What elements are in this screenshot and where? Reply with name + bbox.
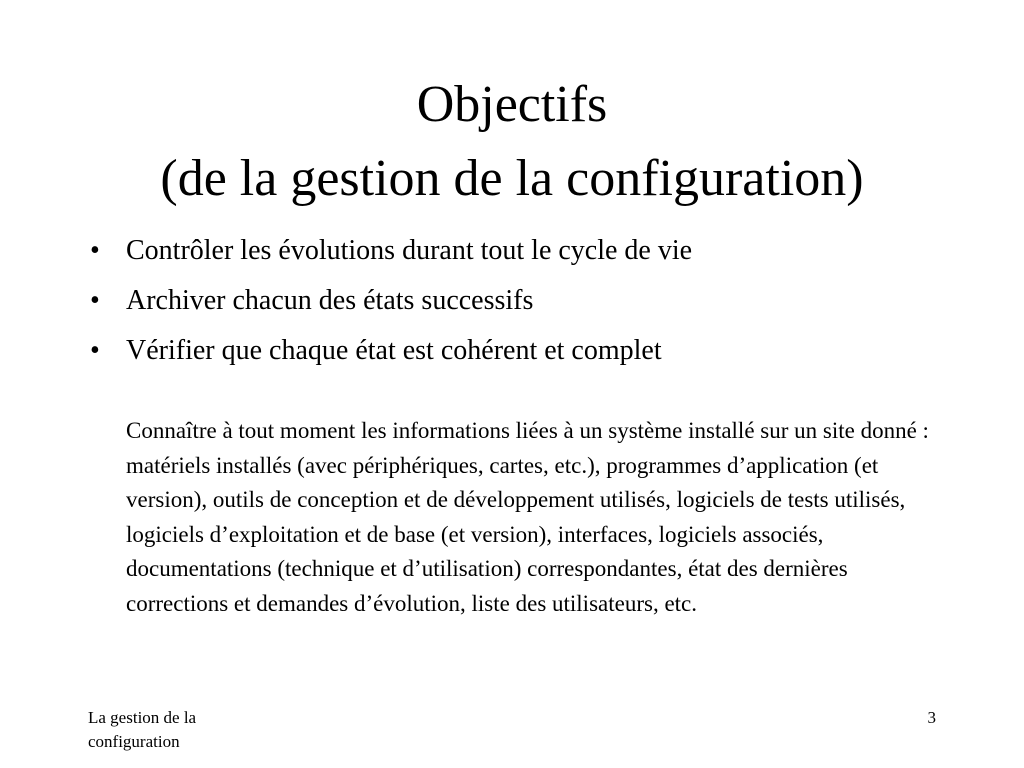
bullet-marker: • (90, 285, 100, 316)
bullet-marker: • (90, 235, 100, 266)
footer-title: La gestion de la configuration (88, 708, 197, 751)
page-number: 3 (927, 708, 936, 727)
title-line-2: (de la gestion de la configuration) (160, 150, 864, 207)
bullet-marker: • (90, 335, 100, 366)
title-line-1: Objectifs (416, 76, 608, 133)
description-paragraph: Connaître à tout moment les informations liées à un système installé sur un site donné : matériels installés (avec périphériques, cartes, etc.), programmes d’application (et version), outils de conception et de développement utilisés, logiciels de tests utilisés, logiciels d’exploitation et de base (et version), interfaces, logiciels associés, documentations (technique et d’utilisation) correspondantes, état des dernières corrections et demandes d’évolution, liste des utilisateurs, etc. (126, 418, 929, 616)
bullet-text: Vérifier que chaque état est cohérent et complet (126, 335, 662, 366)
bullet-item (88, 276, 968, 326)
bullet-item (88, 226, 968, 276)
slide-title (0, 68, 1024, 216)
bullet-text: Contrôler les évolutions durant tout le cycle de vie (126, 235, 693, 266)
bullet-text: Archiver chacun des états successifs (126, 285, 534, 316)
bullet-list (88, 226, 968, 376)
bullet-item (88, 326, 968, 376)
